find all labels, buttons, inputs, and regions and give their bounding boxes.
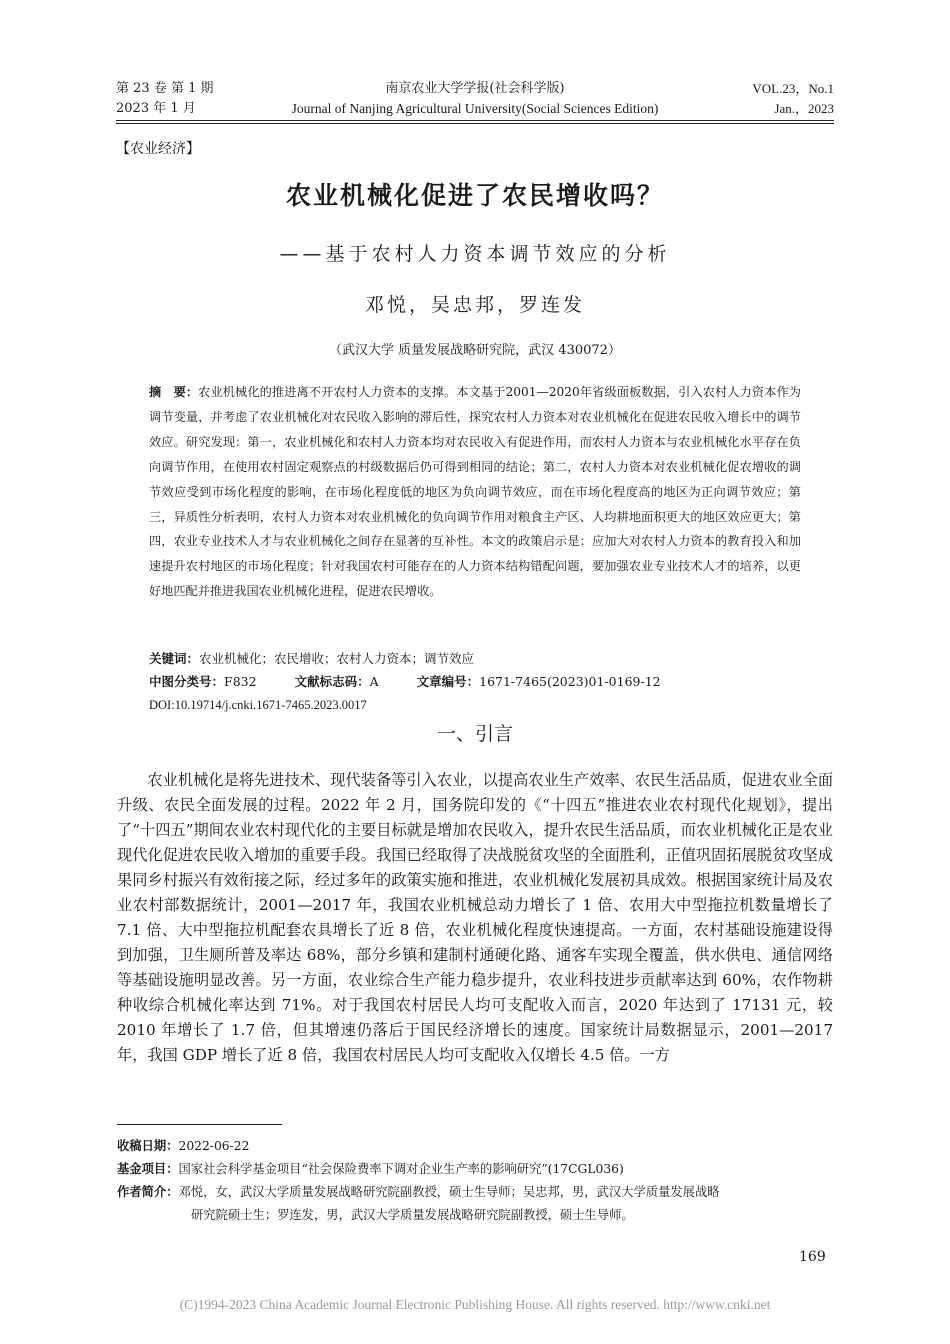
header-date: 2023 年 1 月 bbox=[116, 101, 196, 116]
fund-value: 国家社会科学基金项目“社会保险费率下调对企业生产率的影响研究”(17CGL036) bbox=[178, 1162, 624, 1176]
abstract-text: 农业机械化的推进离不开农村人力资本的支撑。本文基于2001—2020年省级面板数据，引入农村人力资本作为调节变量，并考虑了农业机械化对农民收入影响的滞后性，探究农村人力资本对农业机械化在促进农民收入增长中的调节效应。研究发现：第一，农业机械化和农村人力资本均对农民收入有促进作用，而农村人力资本与农业机械化水平存在负向调节作用，在使用农村固定观察点的村级数据后仍可得到相同的结论；第二，农村人力资本对农业机械化促农增收的调节效应受到市场化程度的影响，在市场化程度低的地区为负向调节效应，而在市场化程度高的地区为正向调节效应；第三，异质性分析表明，农村人力资本对农业机械化的负向调节作用对粮食主产区、人均耕地面积更大的地区效应更大；第四，农业专业技术人才与农业机械化之间存在显著的互补性。本文的政策启示是：应加大对农村人力资本的教育投入和加速提升农村地区的市场化程度；针对我国农村可能存在的人力资本结构错配问题，要加强农业专业技术人才的培养，以更好地匹配并推进我国农业机械化进程，促进农民增收。 bbox=[149, 385, 801, 599]
header-date-en: Jan.，2023 bbox=[774, 101, 834, 116]
header-journal-cn: 南京农业大学学报(社会科学版) bbox=[385, 81, 565, 96]
section-tag: 【农业经济】 bbox=[116, 141, 200, 157]
header-journal-en: Journal of Nanjing Agricultural University(Social Sciences Edition) bbox=[291, 101, 659, 116]
footnote-rule bbox=[117, 1124, 282, 1125]
copyright-notice: (C)1994-2023 China Academic Journal Electronic Publishing House. All rights reserved. http://www.cnki.net bbox=[179, 1297, 771, 1312]
doc-code-value: A bbox=[369, 674, 379, 689]
footnote-received bbox=[117, 1135, 833, 1157]
doi: DOI:10.19714/j.cnki.1671-7465.2023.0017 bbox=[149, 698, 367, 712]
keywords bbox=[149, 649, 474, 669]
abstract bbox=[149, 380, 801, 604]
keywords-label: 关键词： bbox=[149, 651, 200, 666]
clc-label: 中图分类号： bbox=[149, 674, 225, 689]
classification-line bbox=[149, 672, 661, 692]
paper-authors: 邓悦，吴忠邦，罗连发 bbox=[364, 294, 585, 316]
page-number: 169 bbox=[799, 1249, 826, 1265]
keywords-text: 农业机械化；农民增收；农村人力资本；调节效应 bbox=[199, 651, 475, 666]
header-volume: VOL.23，No.1 bbox=[752, 81, 834, 96]
header-rule-top bbox=[116, 120, 834, 121]
header-rule-bottom bbox=[116, 123, 834, 124]
author-line-1: 邓悦，女，武汉大学质量发展战略研究院副教授，硕士生导师；吴忠邦，男，武汉大学质量发展战略 bbox=[178, 1185, 720, 1199]
footnote-author-cont: 研究院硕士生；罗连发，男，武汉大学质量发展战略研究院副教授，硕士生导师。 bbox=[191, 1208, 634, 1222]
footnote-author bbox=[117, 1181, 833, 1203]
footnote-fund bbox=[117, 1158, 833, 1180]
abstract-label: 摘 要： bbox=[149, 385, 199, 399]
received-label: 收稿日期： bbox=[117, 1139, 179, 1153]
section-heading-intro: 一、引言 bbox=[436, 723, 513, 745]
header-issue: 第 23 卷 第 1 期 bbox=[116, 81, 214, 96]
article-number-value: 1671-7465(2023)01-0169-12 bbox=[479, 674, 661, 689]
body-paragraph: 农业机械化是将先进技术、现代装备等引入农业，以提高农业生产效率、农民生活品质，促进农业全面升级、农民全面发展的过程。2022 年 2 月，国务院印发的《“十四五”推进农业农村现代化规划》，提出了“十四五”期间农业农村现代化的主要目标就是增加农民收入，提升农民生活品质，而农业机械化正是农业现代化促进农民收入增加的重要手段。我国已经取得了决战脱贫攻坚的全面胜利，正值巩固拓展脱贫攻坚成果同乡村振兴有效衔接之际，经过多年的政策实施和推进，农业机械化发展初具成效。根据国家统计局及农业农村部数据统计，2001—2017 年，我国农业机械总动力增长了 1 倍、农用大中型拖拉机数量增长了 7.1 倍、大中型拖拉机配套农具增长了近 8 倍，农业机械化程度快速提高。一方面，农村基础设施建设得到加强，卫生厕所普及率达 68%，部分乡镇和建制村通硬化路、通客车实现全覆盖，供水供电、通信网络等基础设施明显改善。另一方面，农业综合生产能力稳步提升，农业科技进步贡献率达到 60%，农作物耕种收综合机械化率达到 71%。对于我国农村居民人均可支配收入而言，2020 年达到了 17131 元，较 2010 年增长了 1.7 倍，但其增速仍落后于国民经济增长的速度。国家统计局数据显示，2001—2017 年，我国 GDP 增长了近 8 倍，我国农村居民人均可支配收入仅增长 4.5 倍。一方 bbox=[117, 771, 833, 1064]
paper-title: 农业机械化促进了农民增收吗？ bbox=[285, 181, 664, 210]
article-number-label: 文章编号： bbox=[416, 674, 480, 689]
paper-subtitle: ——基于农村人力资本调节效应的分析 bbox=[279, 243, 671, 265]
author-label: 作者简介： bbox=[117, 1185, 179, 1199]
clc-value: F832 bbox=[224, 674, 257, 689]
received-value: 2022-06-22 bbox=[178, 1139, 250, 1153]
fund-label: 基金项目： bbox=[117, 1162, 179, 1176]
paper-affiliation: （武汉大学 质量发展战略研究院，武汉 430072） bbox=[329, 343, 621, 358]
doc-code-label: 文献标志码： bbox=[294, 674, 370, 689]
